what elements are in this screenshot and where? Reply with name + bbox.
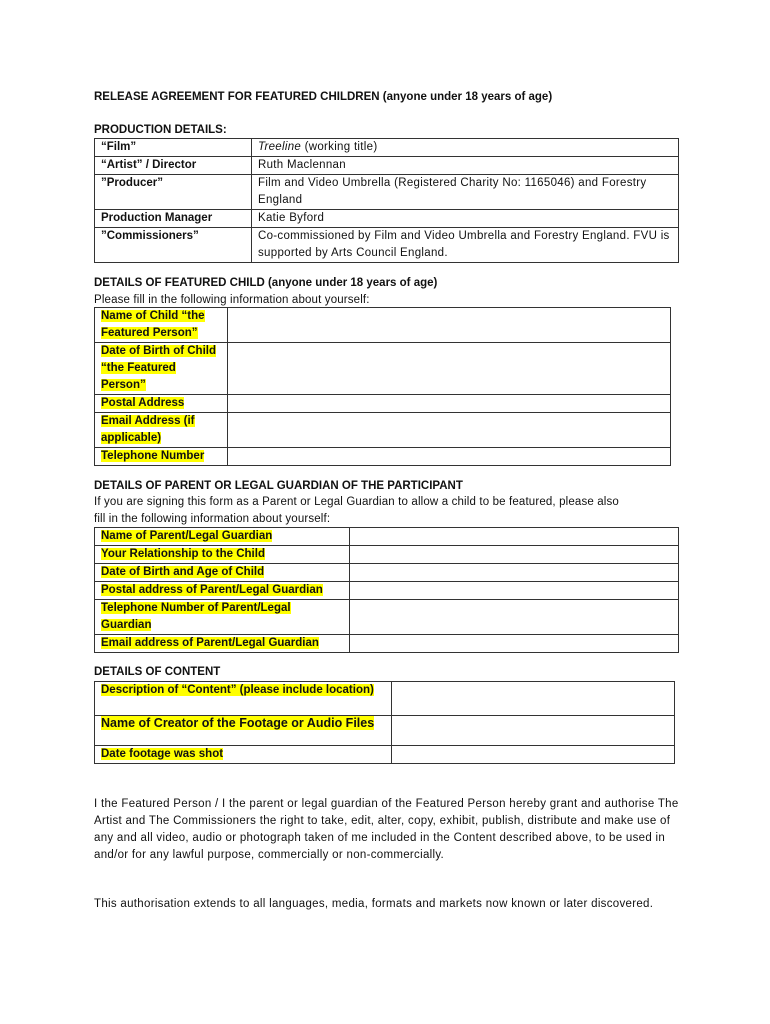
table-row [95,635,679,653]
content-description-field[interactable] [392,682,675,716]
table-row [95,682,675,716]
child-name-label: Name of Child “the Featured Person” [101,310,205,339]
production-label-commissioners: ”Commissioners” [95,228,252,263]
guardian-child-dob-label: Date of Birth and Age of Child [101,566,265,578]
production-table [94,138,679,263]
guardian-email-field[interactable] [349,635,678,653]
table-row [95,139,679,157]
child-dob-field[interactable] [228,343,671,395]
table-row [95,343,671,395]
guardian-relationship-label: Your Relationship to the Child [101,548,265,560]
production-value-manager: Katie Byford [252,210,679,228]
production-label-producer: ”Producer” [95,175,252,210]
content-date-field[interactable] [392,746,675,764]
child-phone-field[interactable] [228,448,671,466]
guardian-relationship-field[interactable] [349,546,678,564]
guardian-email-label: Email address of Parent/Legal Guardian [101,637,319,649]
table-row [95,716,675,746]
table-row [95,582,679,600]
content-creator-label: Name of Creator of the Footage or Audio Files [101,716,375,730]
child-label-cell [95,308,228,343]
production-heading: PRODUCTION DETAILS: [94,124,227,136]
table-row [95,210,679,228]
content-description-label: Description of “Content” (please include location) [101,684,374,696]
child-label-cell [95,413,228,448]
table-row [95,308,671,343]
child-heading: DETAILS OF FEATURED CHILD (anyone under 18 years of age) [94,277,438,289]
content-table [94,681,675,764]
content-heading: DETAILS OF CONTENT [94,666,221,678]
table-row [95,228,679,263]
table-row [95,564,679,582]
guardian-label-cell [95,546,350,564]
guardian-label-cell [95,582,350,600]
guardian-label-cell [95,528,350,546]
child-address-label: Postal Address [101,397,185,409]
guardian-intro-line2: fill in the following information about yourself: [94,513,331,525]
production-value-producer: Film and Video Umbrella (Registered Charity No: 1165046) and Forestry England [252,175,679,210]
guardian-label-cell [95,635,350,653]
child-label-cell [95,395,228,413]
production-value-commissioners: Co-commissioned by Film and Video Umbrella and Forestry England. FVU is supported by Arts Council England. [252,228,679,263]
guardian-name-label: Name of Parent/Legal Guardian [101,530,273,542]
authorisation-paragraph: This authorisation extends to all languages, media, formats and markets now known or later discovered. [94,898,654,910]
child-label-cell [95,343,228,395]
guardian-child-dob-field[interactable] [349,564,678,582]
content-label-cell [95,682,392,716]
table-row [95,448,671,466]
production-label-manager: Production Manager [95,210,252,228]
table-row [95,157,679,175]
content-label-cell [95,716,392,746]
table-row [95,600,679,635]
child-email-field[interactable] [228,413,671,448]
content-label-cell [95,746,392,764]
production-value-artist: Ruth Maclennan [252,157,679,175]
production-label-artist: “Artist” / Director [95,157,252,175]
table-row [95,395,671,413]
child-intro: Please fill in the following information about yourself: [94,294,370,306]
guardian-phone-field[interactable] [349,600,678,635]
child-label-cell [95,448,228,466]
content-date-label: Date footage was shot [101,748,224,760]
production-value-film [252,139,679,157]
table-row [95,746,675,764]
guardian-intro-line1: If you are signing this form as a Parent or Legal Guardian to allow a child to be featured, please also [94,496,619,508]
guardian-address-label: Postal address of Parent/Legal Guardian [101,584,323,596]
guardian-label-cell [95,564,350,582]
film-title-note: (working title) [301,141,378,153]
table-row [95,175,679,210]
child-name-field[interactable] [228,308,671,343]
table-row [95,546,679,564]
child-table [94,307,671,466]
child-phone-label: Telephone Number [101,450,205,462]
child-dob-label: Date of Birth of Child “the Featured Person” [101,345,216,391]
guardian-name-field[interactable] [349,528,678,546]
child-address-field[interactable] [228,395,671,413]
document-title: RELEASE AGREEMENT FOR FEATURED CHILDREN (anyone under 18 years of age) [94,91,553,103]
table-row [95,413,671,448]
production-label-film: “Film” [95,139,252,157]
child-email-label: Email Address (if applicable) [101,415,195,444]
content-creator-field[interactable] [392,716,675,746]
table-row [95,528,679,546]
guardian-heading: DETAILS OF PARENT OR LEGAL GUARDIAN OF THE PARTICIPANT [94,480,463,492]
grant-paragraph: I the Featured Person / I the parent or legal guardian of the Featured Person hereby grant and authorise The Artist and The Commissioners the right to take, edit, alter, copy, exhibit, publish, distribute and make use of any and all video, audio or photograph taken of me included in the Content described above, to be used in and/or for any lawful purpose, commercially or non-commercially. [94,798,679,861]
guardian-phone-label: Telephone Number of Parent/Legal Guardian [101,602,291,631]
guardian-table [94,527,679,653]
film-title: Treeline [258,141,302,153]
guardian-address-field[interactable] [349,582,678,600]
guardian-label-cell [95,600,350,635]
